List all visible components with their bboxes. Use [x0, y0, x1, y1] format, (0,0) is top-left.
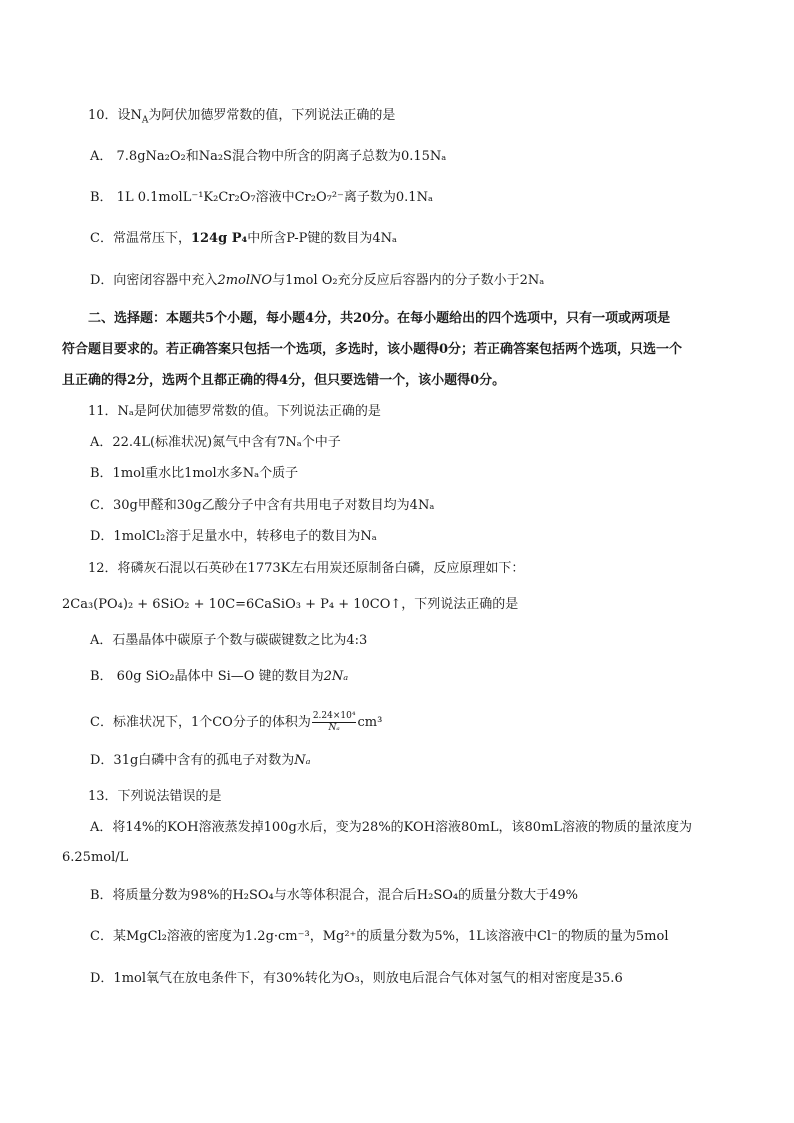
q11-stem: 11．Nₐ是阿伏加德罗常数的值。下列说法正确的是 [88, 404, 381, 419]
q13-option-d: D．1mol氧气在放电条件下，有30%转化为O₃，则放电后混合气体对氢气的相对密度是35.6 [90, 971, 623, 986]
volume-fraction: $\frac{\text{2.24×10⁴}}{\text{Nₐ}}$ [312, 711, 356, 733]
q11-option-c: C．30g甲醛和30g乙酸分子中含有共用电子对数目均为4Nₐ [90, 498, 435, 513]
section2-line3: 且正确的得2分，选两个且都正确的得4分，但只要选错一个，该小题得0分。 [62, 373, 506, 388]
q12-option-d: D．31g白磷中含有的孤电子对数为Nₐ [90, 753, 311, 768]
q13-option-b: B．将质量分数为98%的H₂SO₄与水等体积混合，混合后H₂SO₄的质量分数大于49% [90, 888, 578, 903]
q11-option-a: A．22.4L(标准状况)氮气中含有7Nₐ个中子 [90, 435, 341, 450]
q12-stem: 12．将磷灰石混以石英砂在1773K左右用炭还原制备白磷，反应原理如下： [88, 561, 525, 576]
q10-option-a: A． 7.8gNa₂O₂和Na₂S混合物中所含的阴离子总数为0.15Nₐ [90, 149, 447, 164]
q13-stem: 13．下列说法错误的是 [88, 789, 222, 804]
q12-option-c: C．标准状况下，1个CO分子的体积为 $\frac{\text{2.24×10⁴}}{\text{Nₐ}}$ cm³ [90, 711, 383, 733]
q12-option-b: B． 60g SiO₂晶体中 Si—O 键的数目为2Nₐ [90, 669, 349, 684]
section2-line1: 二、选择题：本题共5个小题，每小题4分，共20分。在每小题给出的四个选项中，只有一项或两项是 [88, 311, 671, 326]
q12-option-a: A．石墨晶体中碳原子个数与碳碳键数之比为4:3 [90, 633, 368, 648]
q10-option-b: B． 1L 0.1molL⁻¹K₂Cr₂O₇溶液中Cr₂O₇²⁻离子数为0.1Nₐ [90, 190, 433, 205]
section2-line2: 符合题目要求的。若正确答案只包括一个选项，多选时，该小题得0分；若正确答案包括两个选项，只选一个 [62, 342, 683, 357]
q10-stem: 10．设$N_A$为阿伏加德罗常数的值，下列说法正确的是 [88, 108, 396, 126]
q10-option-d: D．向密闭容器中充入2molNO与1mol O₂充分反应后容器内的分子数小于2Nₐ [90, 273, 545, 288]
q11-option-d: D．1molCl₂溶于足量水中，转移电子的数目为Nₐ [90, 529, 377, 544]
q11-option-b: B．1mol重水比1mol水多Nₐ个质子 [90, 466, 299, 481]
q10-option-c: C．常温常压下，124g P₄中所含P-P键的数目为4Nₐ [90, 231, 398, 246]
q13-option-c: C．某MgCl₂溶液的密度为1.2g·cm⁻³，Mg²⁺的质量分数为5%，1L该溶液中Cl⁻的物质的量为5mol [90, 929, 669, 944]
q12-equation: 2Ca₃(PO₄)₂ + 6SiO₂ + 10C=6CaSiO₃ + P₄ + 10CO↑，下列说法正确的是 [62, 597, 519, 612]
q13-option-a: A．将14%的KOH溶液蒸发掉100g水后，变为28%的KOH溶液80mL，该80mL溶液的物质的量浓度为 [90, 820, 693, 835]
q13-option-a-cont: 6.25mol/L [62, 850, 129, 865]
